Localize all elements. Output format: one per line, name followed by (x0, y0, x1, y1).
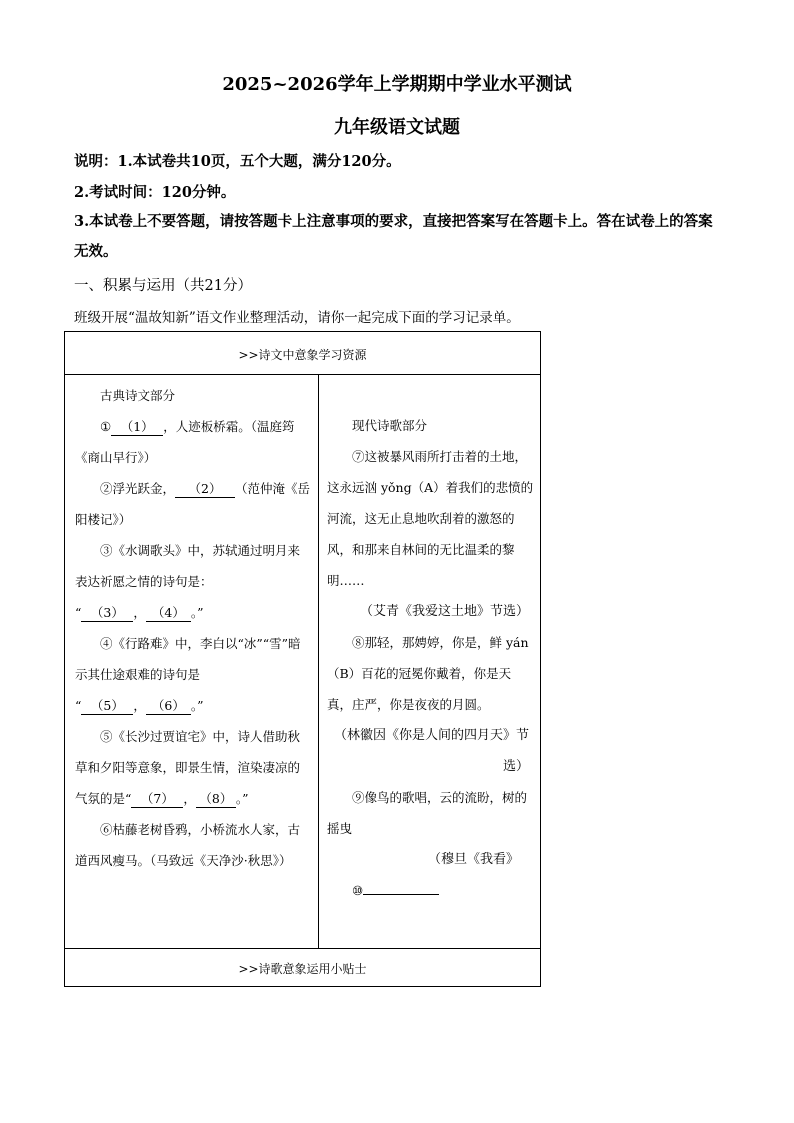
list-item: ⑤《长沙过贾谊宅》中，诗人借助秋草和夕阳等意象，即景生情，渲染凄凉的气氛的是“ （7） ， （8） 。” (75, 729, 301, 806)
section-heading: 一、积累与运用（共21分） (74, 278, 252, 294)
list-item: ① （1） ，人迹板桥霜。（温庭筠《商山早行》） (75, 419, 295, 465)
answer-blank: （2） (175, 481, 235, 498)
divider (65, 374, 540, 375)
poem-excerpt: ⑦这被暴风雨所打击着的土地，这永远汹 yǒng（A）着我们的悲愤的河流，这无止息地吹刮着的激怒的风，和那来自林间的无比温柔的黎明…… (327, 449, 534, 588)
answer-blank: （1） (111, 419, 163, 436)
instruction-line-2: 2.考试时间：120分钟。 (74, 184, 236, 201)
instruction-line-1: 说明：1.本试卷共10页，五个大题，满分120分。 (74, 153, 401, 170)
exam-subtitle: 九年级语文试题 (334, 117, 460, 138)
modern-section (327, 410, 535, 906)
poem-source: （穆旦《我看》 (427, 852, 519, 867)
poem-excerpt: ⑧那轻，那娉婷，你是，鲜 yán（B）百花的冠冕你戴着，你是天真，庄严，你是夜夜的月圆。 (327, 635, 529, 712)
poem-source: （林徽因《你是人间的四月天》节选） (333, 728, 529, 774)
poem-excerpt: ⑨像鸟的歌唱，云的流盼，树的摇曳 (327, 790, 528, 836)
list-item: ⑥枯藤老树昏鸦，小桥流水人家，古道西风瘦马。（马致远《天净沙·秋思》） (75, 822, 301, 868)
answer-blank: （5） (81, 698, 133, 715)
table-footer: >>诗歌意象运用小贴士 (238, 962, 367, 976)
list-item: “ （3） ， （4） 。” (75, 605, 204, 620)
answer-blank: （4） (146, 605, 191, 622)
instruction-line-3: 3.本试卷上不要答题，请按答题卡上注意事项的要求，直接把答案写在答题卡上。答在试卷上的答案无效。 (74, 213, 713, 260)
section-intro: 班级开展“温故知新”语文作业整理活动，请你一起完成下面的学习记录单。 (74, 310, 520, 326)
list-item: ③《水调歌头》中，苏轼通过明月来表达祈愿之情的诗句是： (75, 543, 301, 589)
classical-section (75, 380, 311, 876)
section-title: 古典诗文部分 (100, 388, 176, 403)
answer-blank (363, 894, 439, 895)
list-item: ②浮光跃金， （2） （范仲淹《岳阳楼记》） (75, 481, 311, 527)
poem-excerpt: ⑩ (327, 875, 535, 906)
list-item: ④《行路难》中，李白以“冰”“雪”暗示其仕途艰难的诗句是 (75, 636, 301, 682)
table-header: >>诗文中意象学习资源 (238, 348, 367, 362)
section-title: 现代诗歌部分 (352, 418, 428, 433)
divider (65, 948, 540, 949)
answer-blank: （6） (146, 698, 191, 715)
answer-blank: （8） (196, 791, 236, 808)
column-divider (318, 374, 319, 948)
study-record-table (64, 331, 541, 987)
answer-blank: （7） (131, 791, 183, 808)
poem-source: （艾青《我爱这土地》节选） (359, 604, 529, 619)
list-item: “ （5） ， （6） 。” (75, 698, 204, 713)
exam-title: 2025~2026学年上学期期中学业水平测试 (222, 74, 572, 95)
answer-blank: （3） (81, 605, 133, 622)
